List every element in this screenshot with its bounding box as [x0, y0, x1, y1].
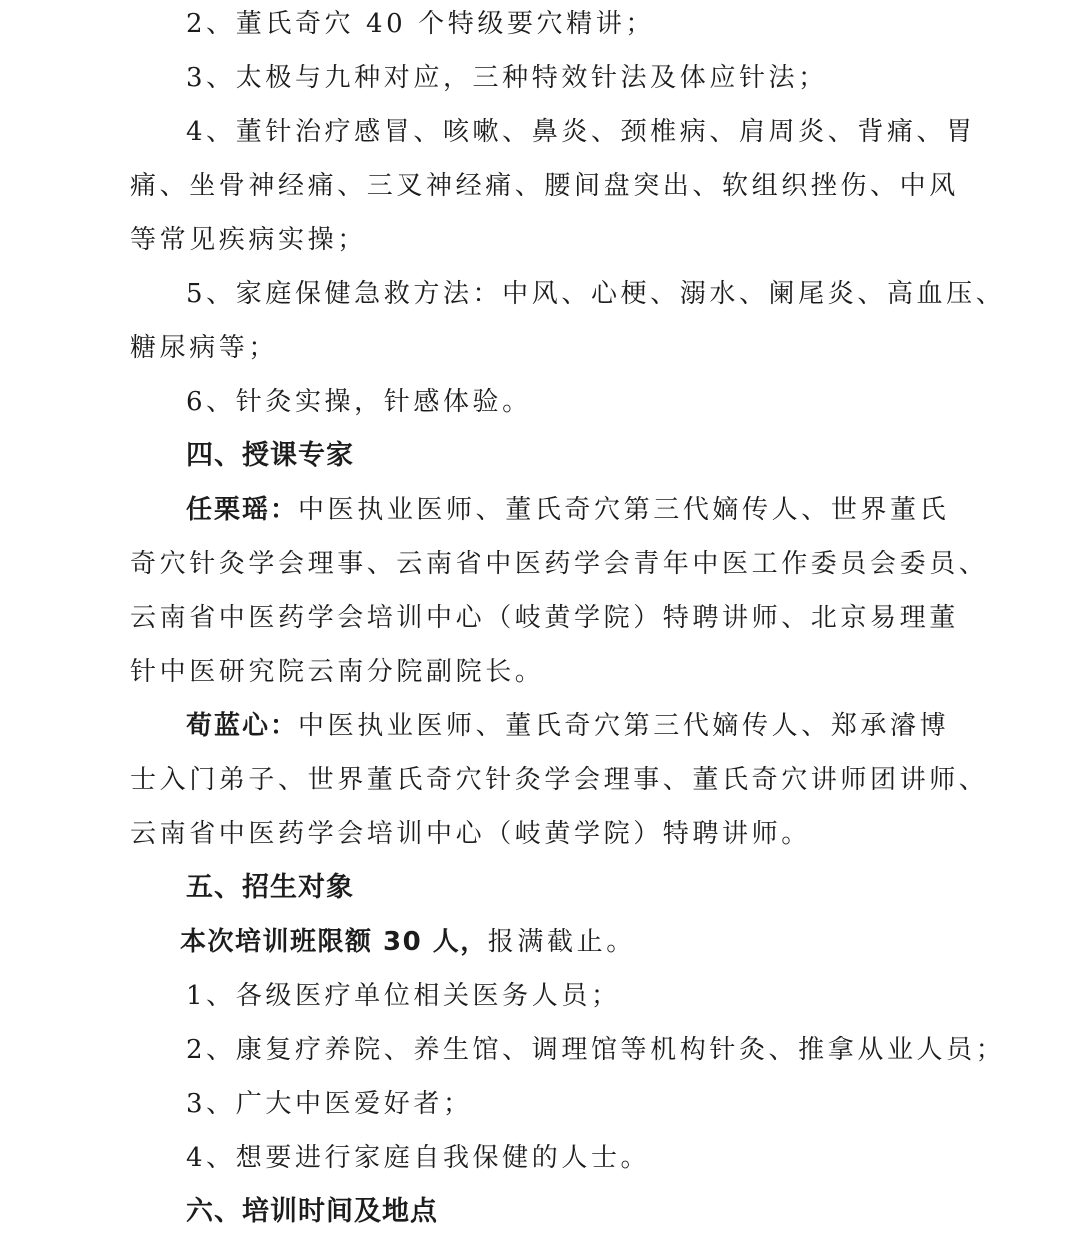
expert-1-bio-1: 中医执业医师、董氏奇穴第三代嫡传人、世界董氏 [298, 495, 950, 525]
section-heading-time-location: 六、培训时间及地点 [186, 1196, 438, 1227]
curriculum-item-2: 2、董氏奇穴 40 个特级要穴精讲； [186, 9, 655, 39]
enrollment-item-4: 4、想要进行家庭自我保健的人士。 [186, 1143, 651, 1173]
expert-1-line-4: 针中医研究院云南分院副院长。 [130, 657, 545, 687]
curriculum-item-4-line-2: 痛、坐骨神经痛、三叉神经痛、腰间盘突出、软组织挫伤、中风 [130, 171, 959, 201]
expert-1-line-2: 奇穴针灸学会理事、云南省中医药学会青年中医工作委员会委员、 [130, 549, 989, 579]
curriculum-item-4-line-3: 等常见疾病实操； [130, 225, 367, 255]
enrollment-item-2: 2、康复疗养院、养生馆、调理馆等机构针灸、推拿从业人员； [186, 1035, 1006, 1065]
curriculum-item-6: 6、针灸实操，针感体验。 [186, 387, 532, 417]
expert-2-line-1 [186, 706, 949, 760]
expert-2-line-2: 士入门弟子、世界董氏奇穴针灸学会理事、董氏奇穴讲师团讲师、 [130, 765, 989, 795]
expert-2-name: 荀蓝心： [186, 711, 299, 741]
curriculum-item-5-line-2: 糖尿病等； [130, 333, 279, 363]
curriculum-item-5-line-1: 5、家庭保健急救方法：中风、心梗、溺水、阑尾炎、高血压、 [186, 279, 1006, 309]
section-heading-enrollment: 五、招生对象 [186, 872, 354, 903]
enrollment-item-3: 3、广大中医爱好者； [186, 1089, 473, 1119]
curriculum-item-3: 3、太极与九种对应，三种特效针法及体应针法； [186, 63, 828, 93]
enrollment-limit-notice [180, 922, 636, 976]
expert-1-name: 任栗瑶： [186, 495, 299, 525]
expert-1-line-3: 云南省中医药学会培训中心（岐黄学院）特聘讲师、北京易理董 [130, 603, 959, 633]
expert-2-bio-1: 中医执业医师、董氏奇穴第三代嫡传人、郑承濬博 [298, 711, 950, 741]
expert-2-line-3: 云南省中医药学会培训中心（岐黄学院）特聘讲师。 [130, 819, 811, 849]
section-heading-experts: 四、授课专家 [186, 440, 354, 471]
curriculum-item-4-line-1: 4、董针治疗感冒、咳嗽、鼻炎、颈椎病、肩周炎、背痛、胃 [186, 117, 976, 147]
expert-1-line-1 [186, 490, 949, 544]
enrollment-item-1: 1、各级医疗单位相关医务人员； [186, 981, 621, 1011]
enrollment-limit-rest: 报满截止。 [487, 927, 636, 957]
enrollment-limit-bold: 本次培训班限额 30 人， [180, 927, 488, 957]
